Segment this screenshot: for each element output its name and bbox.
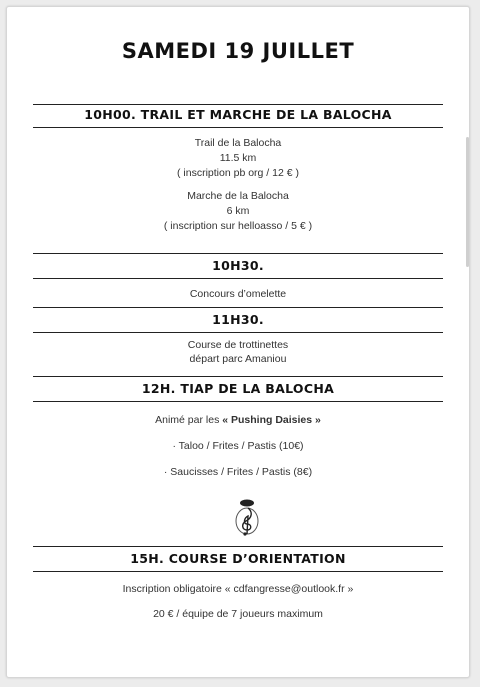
section-heading-tiap: 12H. TIAP DE LA BALOCHA [141,381,335,396]
menu-option-1: · Taloo / Frites / Pastis (10€) [172,440,304,452]
section-heading-1130: 11H30. [212,312,264,327]
walk-distance: 6 km [226,205,250,217]
section-heading-orientation: 15H. COURSE D’ORIENTATION [130,551,346,566]
team-price-line: 20 € / équipe de 7 joueurs maximum [153,608,323,620]
trail-distance: 11.5 km [219,152,257,164]
walk-registration: ( inscription sur helloasso / 5 € ) [163,220,313,232]
registration-line: Inscription obligatoire « cdfangresse@outlook.fr » [122,583,354,595]
treble-clef-logo-icon [230,494,264,536]
music-intro: Animé par les [155,414,223,426]
trail-registration: ( inscription pb org / 12 € ) [177,167,299,179]
divider [33,401,443,402]
divider [33,278,443,279]
divider [33,104,443,105]
band-name: « Pushing Daisies » [222,414,321,426]
divider [33,546,443,547]
scrollbar[interactable] [466,137,469,267]
divider [33,127,443,128]
scooter-start: départ parc Amaniou [189,353,287,365]
section-heading-1030: 10H30. [212,258,264,273]
scooter-race: Course de trottinettes [187,339,289,351]
walk-name: Marche de la Balocha [187,190,289,202]
page-title: SAMEDI 19 JUILLET [121,39,355,63]
music-line [7,414,469,426]
poster-page [6,6,470,678]
menu-option-2: · Saucisses / Frites / Pastis (8€) [163,466,313,478]
divider [33,332,443,333]
trail-name: Trail de la Balocha [194,137,282,149]
divider [33,571,443,572]
divider [33,253,443,254]
omelette-contest: Concours d’omelette [189,288,287,300]
divider [33,376,443,377]
section-heading-trail: 10H00. TRAIL ET MARCHE DE LA BALOCHA [84,107,392,122]
divider [33,307,443,308]
